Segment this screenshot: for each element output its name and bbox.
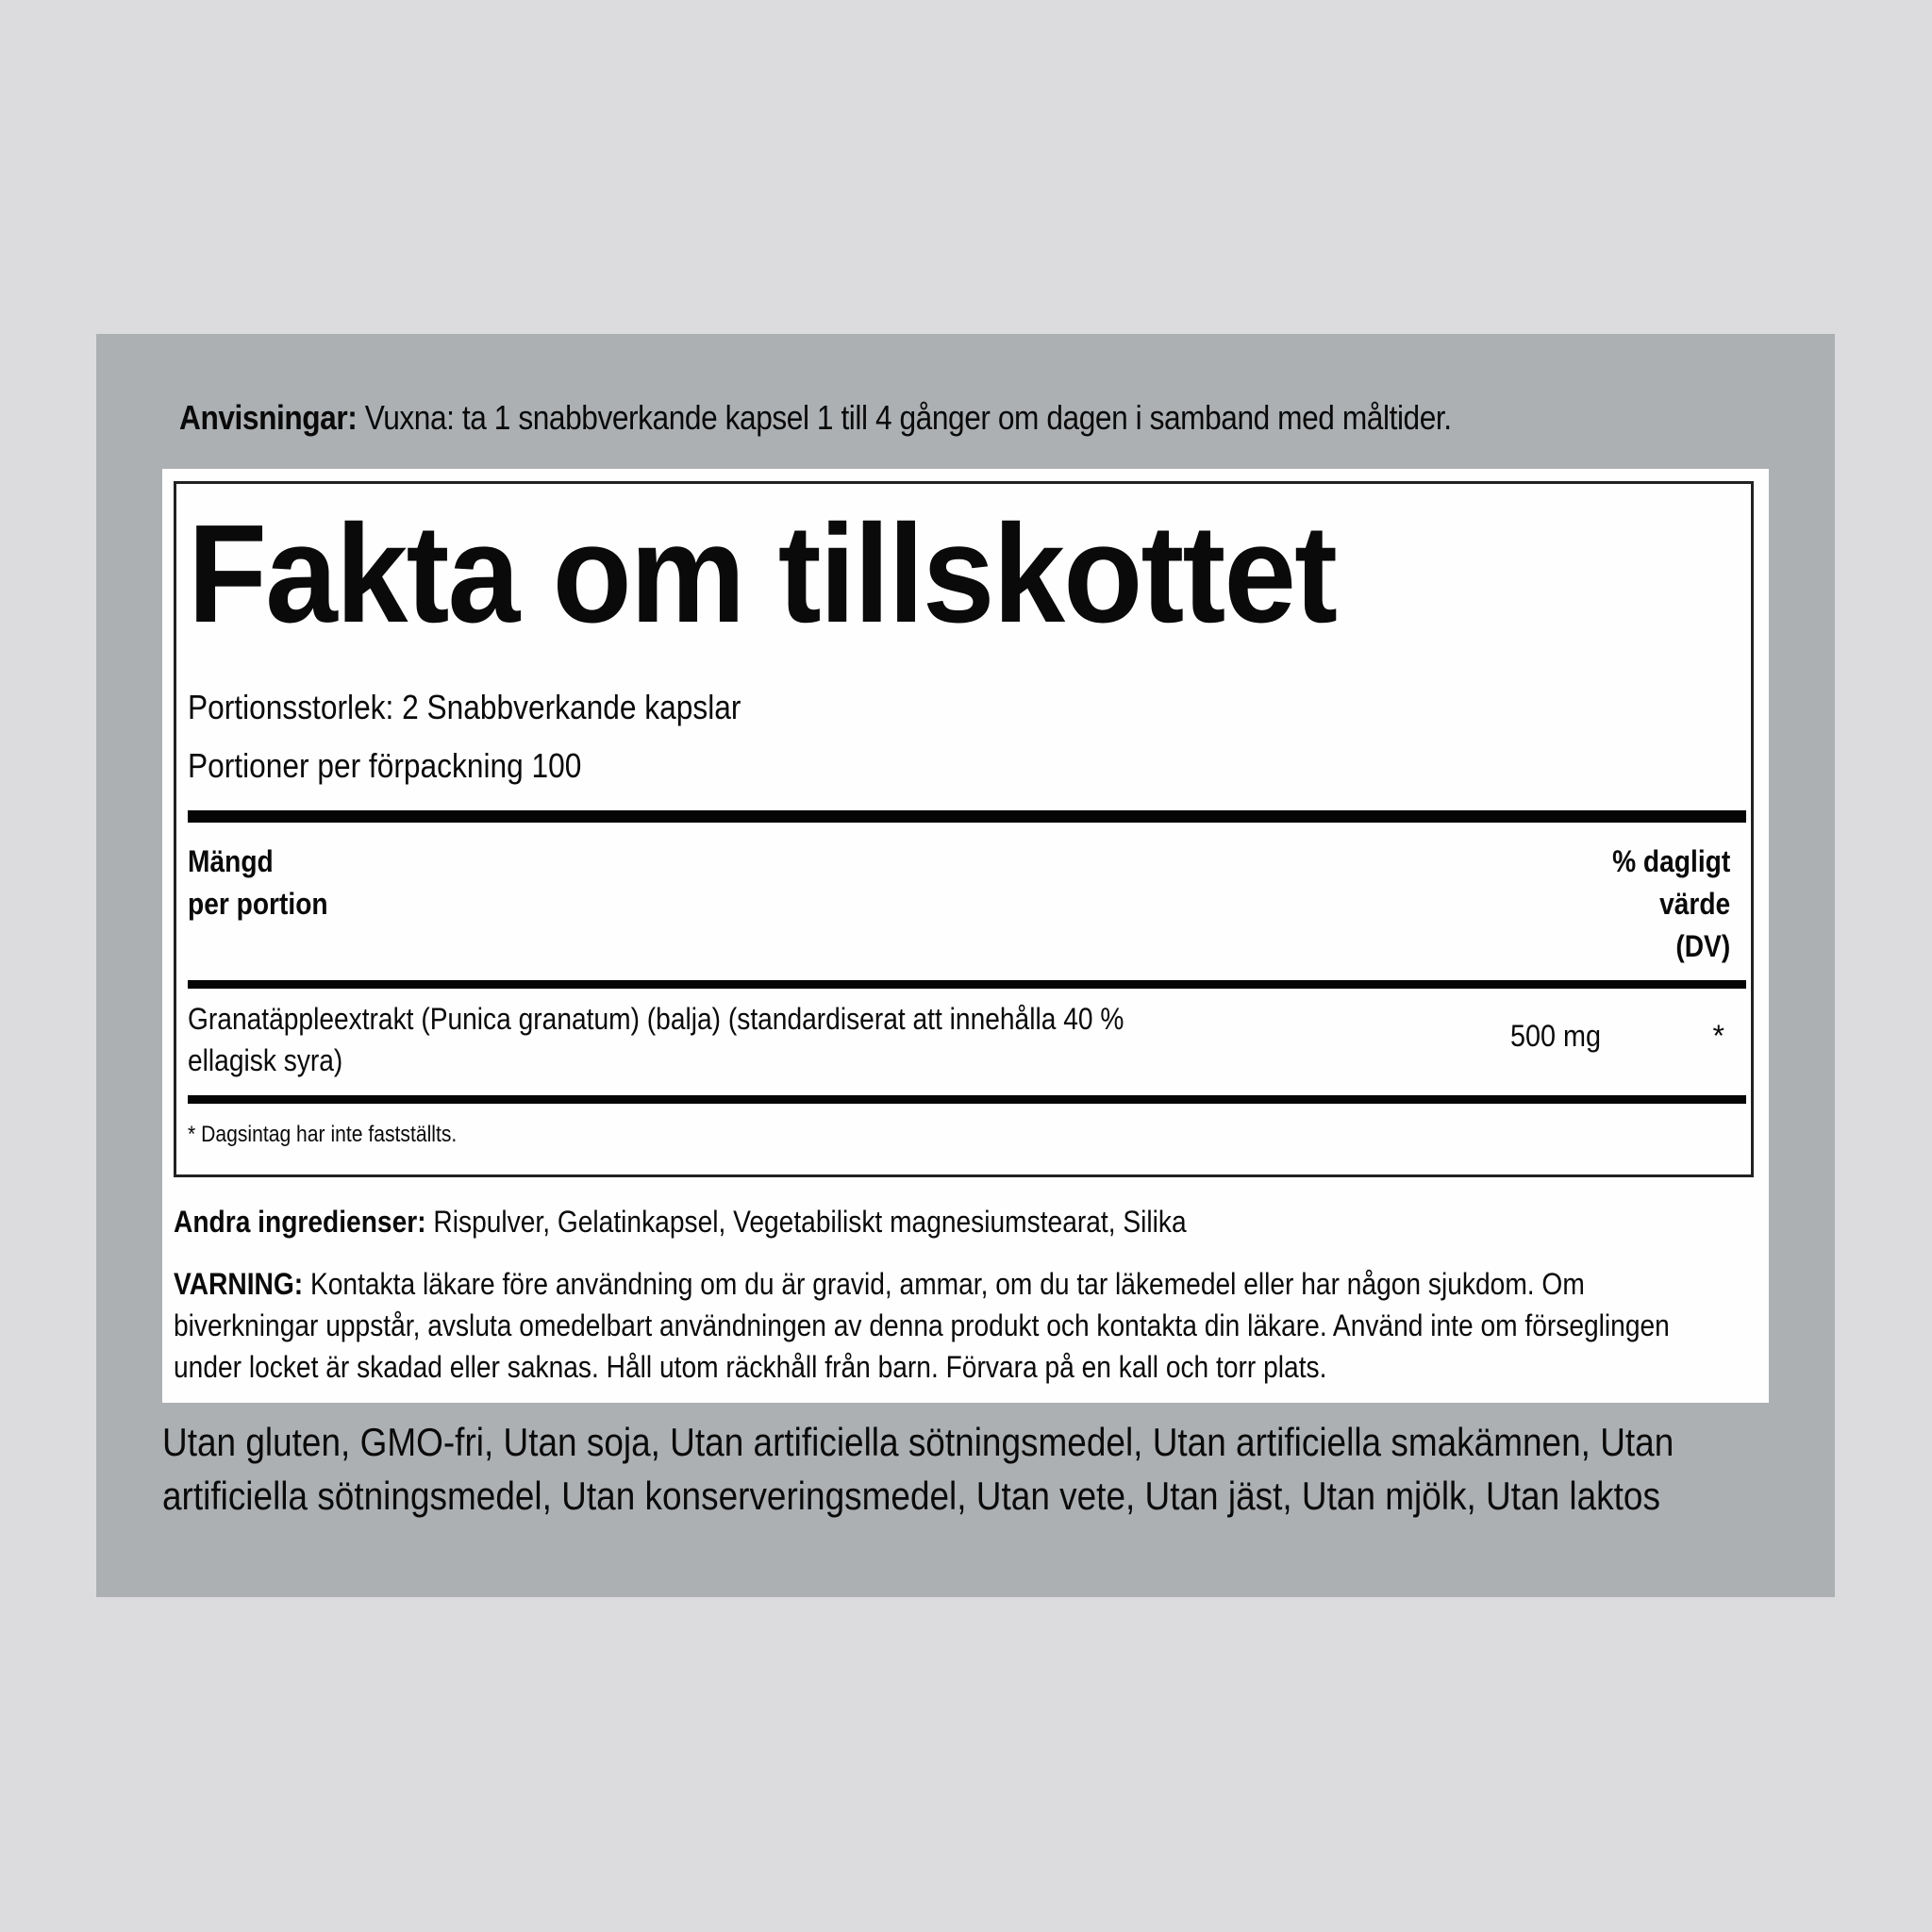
amount-per-serving-header bbox=[188, 841, 328, 925]
amount-header-line1: Mängd bbox=[188, 844, 274, 878]
supplement-facts-box bbox=[174, 481, 1754, 1177]
servings-per-container: Portioner per förpackning 100 bbox=[188, 746, 582, 785]
directions bbox=[179, 398, 1452, 438]
other-ingredients bbox=[174, 1205, 1187, 1240]
free-from-claims: Utan gluten, GMO-fri, Utan soja, Utan artificiella sötningsmedel, Utan artificiella smakämnen, Utan artificiella sötningsmedel, Utan konserveringsmedel, Utan vete, Utan jäst, Utan mjölk, Utan laktos bbox=[162, 1420, 1674, 1518]
warning-label: VARNING: bbox=[174, 1267, 304, 1301]
dv-header-line2: värde bbox=[1658, 887, 1730, 921]
divider-rule bbox=[188, 1095, 1746, 1104]
dv-header-line3: (DV) bbox=[1675, 929, 1730, 963]
other-ingredients-label: Andra ingredienser: bbox=[174, 1205, 426, 1239]
dv-header-line1: % dagligt bbox=[1611, 844, 1730, 878]
supplement-label-panel bbox=[96, 334, 1835, 1597]
amount-header-line2: per portion bbox=[188, 887, 328, 921]
ingredient-daily-value: * bbox=[1712, 1019, 1724, 1053]
warning-text: Kontakta läkare före användning om du är gravid, ammar, om du tar läkemedel eller har någon sjukdom. Om biverkningar uppstår, avsluta omedelbart användningen av denna produkt och kontakta din läkare. Använd inte om förseglingen under locket är skadad eller saknas. Håll utom räckhåll från barn. Förvara på en kall och torr plats. bbox=[174, 1267, 1670, 1384]
daily-value-footnote: * Dagsintag har inte fastställts. bbox=[188, 1122, 458, 1147]
divider-rule bbox=[188, 980, 1746, 989]
ingredient-name: Granatäppleextrakt (Punica granatum) (balja) (standardiserat att innehålla 40 % ellagisk syra) bbox=[188, 1002, 1124, 1077]
directions-label: Anvisningar: bbox=[179, 398, 358, 437]
facts-white-panel bbox=[162, 469, 1769, 1403]
facts-title: Fakta om tillskottet bbox=[188, 496, 1337, 652]
warning bbox=[174, 1263, 1718, 1388]
ingredient-amount: 500 mg bbox=[1510, 1019, 1602, 1053]
directions-text: Vuxna: ta 1 snabbverkande kapsel 1 till 4 gånger om dagen i samband med måltider. bbox=[357, 398, 1452, 437]
daily-value-header bbox=[1612, 841, 1730, 968]
serving-size: Portionsstorlek: 2 Snabbverkande kapslar bbox=[188, 688, 741, 726]
divider-rule bbox=[188, 810, 1746, 823]
other-ingredients-text: Rispulver, Gelatinkapsel, Vegetabiliskt magnesiumstearat, Silika bbox=[425, 1205, 1187, 1239]
